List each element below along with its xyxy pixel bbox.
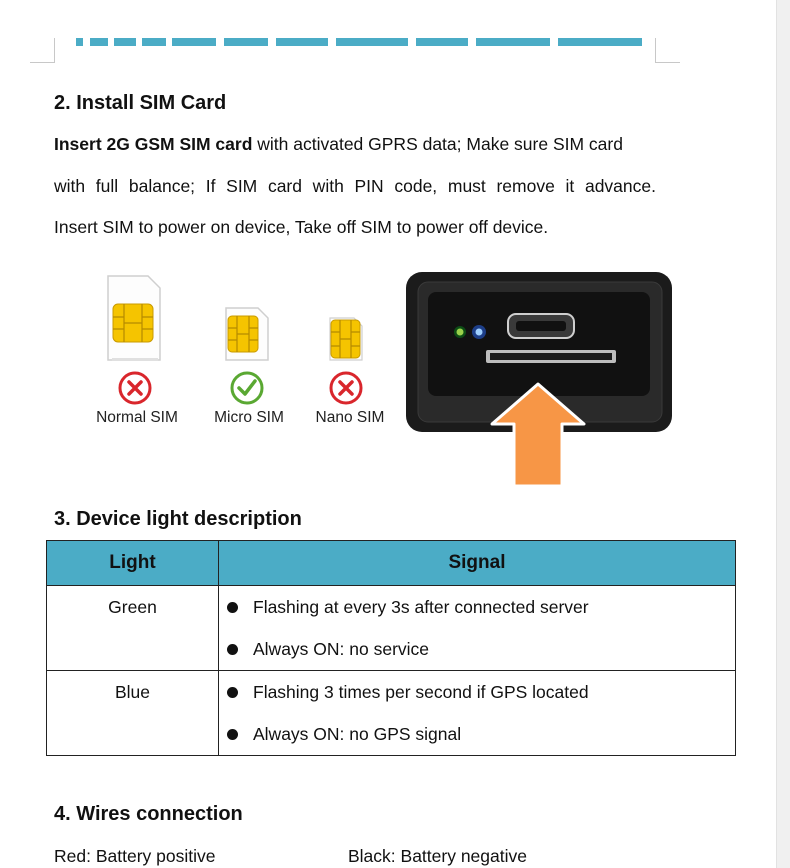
bullet-icon [227,602,238,613]
page-corner-mark [655,38,680,63]
signal-text: Flashing at every 3s after connected server [253,596,589,617]
light-name: Blue [47,671,219,756]
signal-text: Flashing 3 times per second if GPS located [253,681,589,702]
signal-text: Always ON: no service [253,638,430,659]
table-header-row [47,541,736,586]
list-item [219,586,735,628]
text-run: with activated GPRS data; Make sure SIM card [252,134,623,154]
table-row [47,586,736,671]
light-description-table [46,540,736,756]
scrollbar-track[interactable] [776,0,790,868]
list-item [219,713,735,755]
table-header-signal: Signal [219,541,736,586]
sim-label-micro: Micro SIM [214,409,284,426]
list-item [219,628,735,670]
bold-phrase: Insert 2G GSM SIM card [54,134,253,154]
device-photo [404,270,676,488]
section-heading-device-light: 3. Device light description [54,508,302,530]
nano-sim-card-icon [328,316,364,362]
page-corner-mark [30,38,55,63]
table-row [47,671,736,756]
decorative-dashed-bar [76,38,642,46]
signal-cell [219,671,736,756]
bullet-icon [227,644,238,655]
signal-text: Always ON: no GPS signal [253,723,462,744]
sim-label-nano: Nano SIM [315,409,385,426]
section-heading-wires-connection: 4. Wires connection [54,803,243,825]
light-name: Green [47,586,219,671]
signal-cell [219,586,736,671]
bullet-icon [227,687,238,698]
wire-red-label: Red: Battery positive [54,846,216,866]
install-sim-paragraph-line2: with full balance; If SIM card with PIN code, must remove it advance. [54,176,656,196]
install-sim-paragraph-line1 [54,134,656,154]
wire-black-label: Black: Battery negative [348,846,527,866]
install-sim-paragraph-line3: Insert SIM to power on device, Take off SIM to power off device. [54,217,549,237]
list-item [219,671,735,713]
x-icon [329,371,363,405]
bullet-icon [227,729,238,740]
table-header-light: Light [47,541,219,586]
section-heading-install-sim: 2. Install SIM Card [54,92,227,114]
sim-label-normal: Normal SIM [96,409,178,426]
normal-sim-card-icon [106,274,162,362]
x-icon [118,371,152,405]
micro-sim-card-icon [224,306,270,362]
check-icon [230,371,264,405]
